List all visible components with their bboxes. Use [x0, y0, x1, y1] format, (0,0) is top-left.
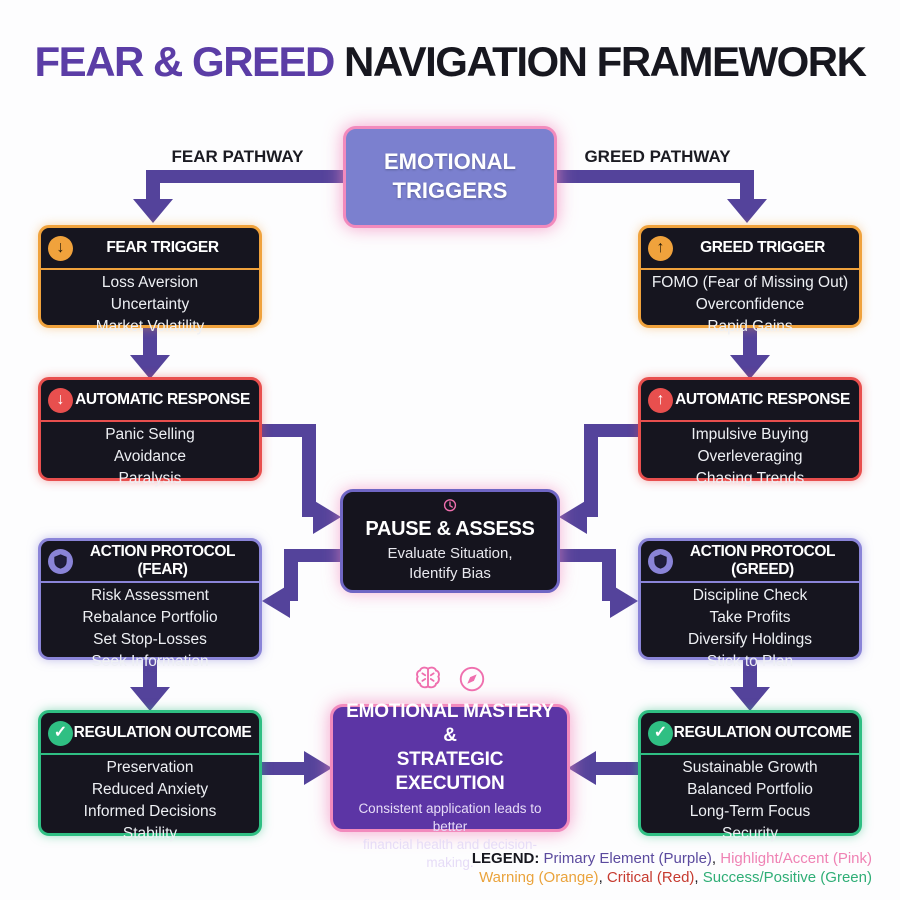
list-item: Loss Aversion [101, 274, 199, 291]
regulation-outcome-fear-node [38, 710, 262, 842]
arrowhead-fear-trigger [133, 199, 173, 223]
down-arrow-icon: ↓ [48, 236, 73, 261]
legend-entry-purple: Primary Element (Purple) [543, 850, 712, 867]
regulation-outcome-fear-header [41, 713, 259, 755]
fear-trigger-list [41, 270, 259, 340]
action-protocol-greed-node [638, 538, 862, 670]
list-item: Seek Information [91, 653, 209, 670]
connector-pause-actiongreed-h [560, 549, 604, 562]
mastery-title [343, 700, 557, 795]
down-arrow-icon: ↓ [48, 388, 73, 413]
list-item: Market Volatility [95, 318, 205, 335]
shield-icon [648, 549, 673, 574]
action-protocol-fear-node [38, 538, 262, 670]
mastery-icons [413, 664, 487, 694]
list-item: Rebalance Portfolio [82, 609, 218, 626]
list-item: Stick to Plan [706, 653, 794, 670]
automatic-response-greed-title: AUTOMATIC RESPONSE [675, 391, 850, 408]
automatic-response-fear-header [41, 380, 259, 422]
list-item: Set Stop-Losses [93, 631, 207, 648]
list-item: Informed Decisions [83, 803, 217, 820]
greed-pathway-label: GREED PATHWAY [584, 147, 731, 166]
greed-trigger-list [641, 270, 859, 340]
list-item: Diversify Holdings [687, 631, 813, 648]
action-protocol-greed-list [641, 583, 859, 675]
legend-separator: , [711, 850, 721, 867]
list-item: Rapid Gains [707, 318, 793, 335]
connector-triggers-left [153, 170, 348, 183]
clock-icon [434, 498, 466, 513]
fear-trigger-title: FEAR TRIGGER [106, 239, 219, 256]
automatic-response-fear-list [41, 422, 259, 492]
list-item: Discipline Check [692, 587, 808, 604]
action-protocol-fear-header [41, 541, 259, 583]
connector-reggreed-mastery [594, 762, 638, 775]
connector-pause-actionfear-h [296, 549, 340, 562]
list-item: Paralysis [118, 470, 182, 487]
mastery-sub-line1: Consistent application leads to better [358, 801, 542, 835]
regulation-outcome-greed-header [641, 713, 859, 755]
greed-trigger-header [641, 228, 859, 270]
pause-assess-node [340, 489, 560, 593]
arrowhead-pause-left-in [313, 500, 341, 534]
legend-entry-red: Critical (Red) [606, 869, 695, 887]
arrowhead-actionfear-in [262, 584, 290, 618]
legend-separator: , [694, 869, 703, 887]
brain-icon [413, 664, 443, 694]
list-item: Security [722, 825, 778, 842]
legend-line2 [472, 868, 872, 887]
up-arrow-icon: ↑ [648, 236, 673, 261]
arrowhead-fear-auto [130, 355, 170, 379]
pause-assess-subtitle [387, 544, 512, 585]
legend-line1 [472, 849, 872, 868]
list-item: Sustainable Growth [682, 759, 818, 776]
greed-trigger-title: GREED TRIGGER [700, 239, 825, 256]
list-item: Preservation [106, 759, 194, 776]
title-accent: FEAR & GREED [34, 38, 334, 85]
page-title [0, 38, 900, 86]
arrowhead-greed-auto [730, 355, 770, 379]
mastery-title-line2: STRATEGIC EXECUTION [395, 748, 505, 794]
legend-entry-pink: Highlight/Accent (Pink) [720, 850, 872, 867]
connector-triggers-right-drop [740, 170, 754, 202]
arrowhead-mastery-left-in [304, 751, 332, 785]
up-arrow-icon: ↑ [648, 388, 673, 413]
connector-triggers-left-drop [146, 170, 160, 202]
legend [472, 849, 872, 887]
list-item: Panic Selling [105, 426, 195, 443]
regulation-outcome-fear-title: REGULATION OUTCOME [73, 724, 252, 741]
pause-sub-line1: Evaluate Situation, [387, 544, 513, 562]
connector-triggers-right [553, 170, 748, 183]
list-item: Impulsive Buying [691, 426, 809, 443]
list-item: Stability [122, 825, 178, 842]
action-protocol-fear-title: ACTION PROTOCOL (FEAR) [89, 543, 236, 578]
regulation-outcome-greed-node [638, 710, 862, 842]
arrowhead-mastery-right-in [568, 751, 596, 785]
arrowhead-pause-right-in [559, 500, 587, 534]
arrowhead-reggreed-in [730, 687, 770, 711]
automatic-response-greed-node [638, 377, 862, 487]
action-protocol-greed-title: ACTION PROTOCOL (GREED) [689, 543, 836, 578]
arrowhead-regfear-in [130, 687, 170, 711]
emotional-triggers-title: EMOTIONAL TRIGGERS [384, 149, 516, 203]
mastery-title-line1: EMOTIONAL MASTERY & [346, 701, 554, 747]
emotional-triggers-node [343, 126, 557, 228]
fear-pathway-label: FEAR PATHWAY [171, 147, 304, 166]
automatic-response-fear-title: AUTOMATIC RESPONSE [75, 391, 250, 408]
list-item: Take Profits [709, 609, 791, 626]
list-item: Overleveraging [697, 448, 803, 465]
list-item: Risk Assessment [90, 587, 209, 604]
checkmark-icon: ✓ [648, 721, 673, 746]
regulation-outcome-greed-title: REGULATION OUTCOME [673, 724, 852, 741]
legend-separator: , [598, 869, 607, 887]
list-item: Long-Term Focus [689, 803, 811, 820]
legend-entry-green: Success/Positive (Green) [702, 869, 872, 887]
checkmark-icon: ✓ [48, 721, 73, 746]
regulation-outcome-fear-list [41, 755, 259, 847]
list-item: FOMO (Fear of Missing Out) [651, 274, 849, 291]
automatic-response-greed-list [641, 422, 859, 492]
compass-icon [457, 664, 487, 694]
action-protocol-fear-list [41, 583, 259, 675]
action-protocol-greed-header [641, 541, 859, 583]
greed-trigger-node [638, 225, 862, 335]
connector-regfear-mastery [262, 762, 306, 775]
legend-entry-orange: Warning (Orange) [479, 869, 599, 887]
list-item: Chasing Trends [695, 470, 805, 487]
fear-trigger-node [38, 225, 262, 335]
automatic-response-fear-node [38, 377, 262, 487]
list-item: Reduced Anxiety [91, 781, 209, 798]
mastery-sub-line2: financial health and decision-making. [362, 837, 538, 870]
automatic-response-greed-header [641, 380, 859, 422]
legend-label: LEGEND: [471, 850, 540, 867]
title-rest: NAVIGATION FRAMEWORK [333, 38, 866, 85]
fear-trigger-header [41, 228, 259, 270]
list-item: Overconfidence [695, 296, 805, 313]
shield-icon [48, 549, 73, 574]
pause-assess-title: PAUSE & ASSESS [365, 517, 535, 540]
regulation-outcome-greed-list [641, 755, 859, 847]
arrowhead-actiongreed-in [610, 584, 638, 618]
arrowhead-greed-trigger [727, 199, 767, 223]
list-item: Balanced Portfolio [687, 781, 813, 798]
list-item: Uncertainty [110, 296, 190, 313]
list-item: Avoidance [113, 448, 187, 465]
pause-sub-line2: Identify Bias [409, 564, 491, 582]
